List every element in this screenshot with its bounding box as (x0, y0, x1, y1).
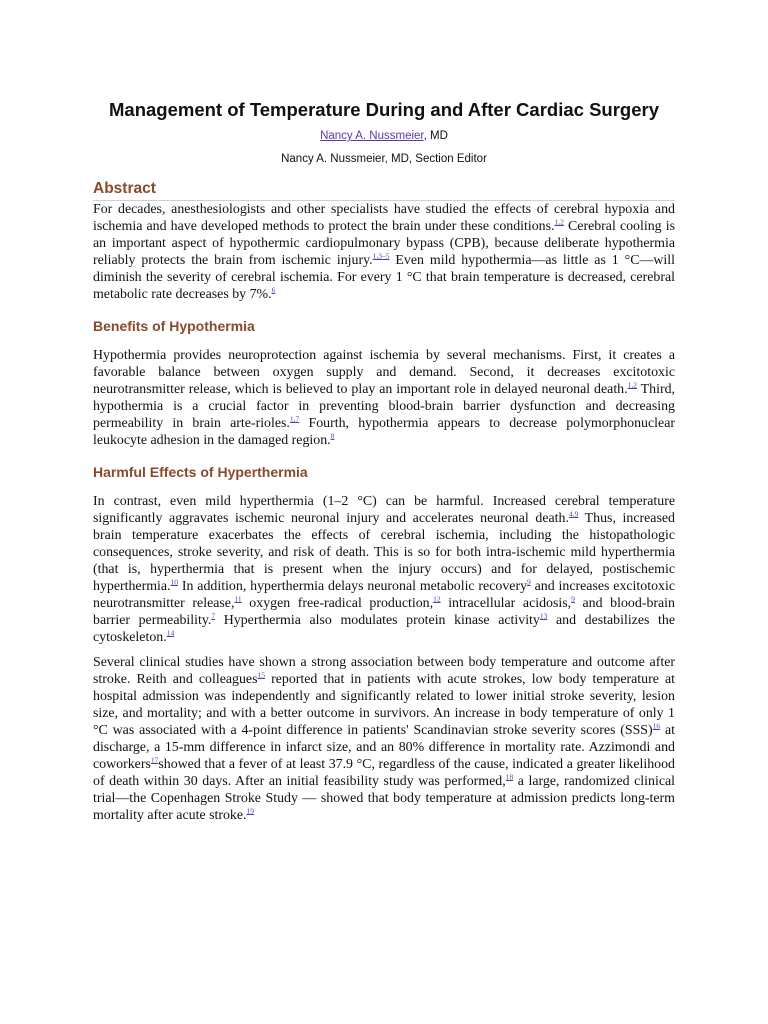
text-run: intracellular acidosis, (440, 596, 572, 611)
ref-link[interactable]: 1,7 (289, 414, 300, 424)
text-run: For decades, anesthesiologists and other specialists have studied the effects of cerebral hypoxia and ischemia and have developed methods to protect the brain under these conditions. (93, 202, 675, 234)
author-link[interactable]: Nancy A. Nussmeier (320, 130, 424, 142)
ref-link[interactable]: 11 (234, 594, 242, 604)
ref-link[interactable]: 10 (170, 577, 179, 587)
text-run: Thus, increased brain temperature exacerbates the effects of cerebral ischemia, including the histopathologic consequences, stroke severity, and risk of death. This is so for both intra-ischemic mild hyperthermia (that is, hyperthermia that is present when the injury occurs) and for delayed, postischemic hyperthermia. (93, 511, 675, 594)
text-run: Even mild hypothermia—as little as 1 °C—will diminish the severity of cerebral ischemia. For every 1 °C that brain temperature is decreased, cerebral metabolic rate decreases by 7%. (93, 253, 675, 302)
text-run: Third, hypothermia is a crucial factor in preventing blood-brain barrier dysfunction and decreasing permeability in brain arte-rioles. (93, 382, 675, 431)
section-editor: Nancy A. Nussmeier, MD, Section Editor (281, 153, 487, 165)
text-run: oxygen free-radical production, (241, 596, 434, 611)
author-degree: , MD (423, 130, 448, 142)
ref-link[interactable]: 1,2 (554, 217, 564, 227)
benefits-heading: Benefits of Hypothermia (93, 318, 255, 334)
ref-link[interactable]: 1,2 (627, 380, 637, 390)
ref-link[interactable]: 16 (652, 721, 661, 731)
ref-link[interactable]: 7 (211, 611, 216, 621)
text-run: and increases excitotoxic neurotransmitter release, (93, 579, 675, 611)
ref-link[interactable]: 18 (505, 772, 514, 782)
ref-link[interactable]: 13 (539, 611, 548, 621)
ref-link[interactable]: 9 (527, 577, 531, 587)
ref-link[interactable]: 19 (246, 806, 255, 816)
text-run: at discharge, a 15-mm difference in infarct size, and an 80% difference in mortality rate. Azzimondi and coworkers (93, 723, 676, 772)
ref-link[interactable]: 9 (571, 594, 575, 604)
article-title: Management of Temperature During and After Cardiac Surgery (109, 99, 659, 120)
ref-link[interactable]: 1,3–5 (372, 251, 390, 261)
harmful-paragraph-1 (93, 493, 675, 646)
text-run: Fourth, hypothermia appears to decrease polymorphonuclear leukocyte adhesion in the damaged region. (93, 416, 675, 448)
text-run: Several clinical studies have shown a strong association between body temperature and outcome after stroke. Reith and colleagues (93, 655, 675, 687)
text-run: Hyperthermia also modulates protein kinase activity (215, 613, 540, 628)
text-run: and destabilizes the cytoskeleton. (93, 613, 675, 645)
text-run: showed that a fever of at least 37.9 °C, regardless of the cause, indicated a greater likelihood of death within 30 days. After an initial feasibility study was performed, (93, 757, 675, 789)
text-run: Cerebral cooling is an important aspect of hypothermic cardiopulmonary bypass (CPB), because deliberate hypothermia reliably protects the brain from ischemic injury. (93, 219, 675, 268)
text-run: In contrast, even mild hyperthermia (1–2 °C) can be harmful. Increased cerebral temperature significantly aggravates ischemic neuronal injury and accelerates neuronal death. (93, 494, 675, 526)
ref-link[interactable]: 17 (150, 755, 159, 765)
ref-link[interactable]: 15 (257, 670, 265, 680)
text-run: Hypothermia provides neuroprotection against ischemia by several mechanisms. First, it creates a favorable balance between oxygen supply and demand. Second, it decreases excitotoxic neurotransmitter release, which is believed to play an important role in delayed neuronal death. (93, 348, 675, 397)
abstract-heading: Abstract (93, 179, 675, 201)
text-run: In addition, hyperthermia delays neuronal metabolic recovery (178, 579, 528, 594)
abstract-paragraph (93, 201, 675, 303)
ref-link[interactable]: 14 (166, 628, 175, 638)
text-run: reported that in patients with acute strokes, low body temperature at hospital admission was independently and significantly related to lower initial stroke severity, lesion size, and mortality; and with a better outcome in survivors. An increase in body temperature of only 1 °C was associated with a 4-point difference in patients' Scandinavian stroke severity scores (SSS) (93, 672, 676, 738)
ref-link[interactable]: 12 (433, 594, 441, 604)
benefits-paragraph (93, 347, 675, 449)
article (93, 98, 675, 824)
harmful-heading: Harmful Effects of Hyperthermia (93, 464, 308, 480)
ref-link[interactable]: 8 (330, 431, 335, 441)
author-line (93, 128, 675, 144)
ref-link[interactable]: 6 (271, 285, 276, 295)
harmful-paragraph-2 (93, 654, 675, 824)
text-run: and blood-brain barrier permeability. (93, 596, 675, 628)
ref-link[interactable]: 4,9 (568, 509, 579, 519)
text-run: a large, randomized clinical trial—the Copenhagen Stroke Study — showed that body temperature at admission predicts long-term mortality after acute stroke. (93, 774, 676, 823)
